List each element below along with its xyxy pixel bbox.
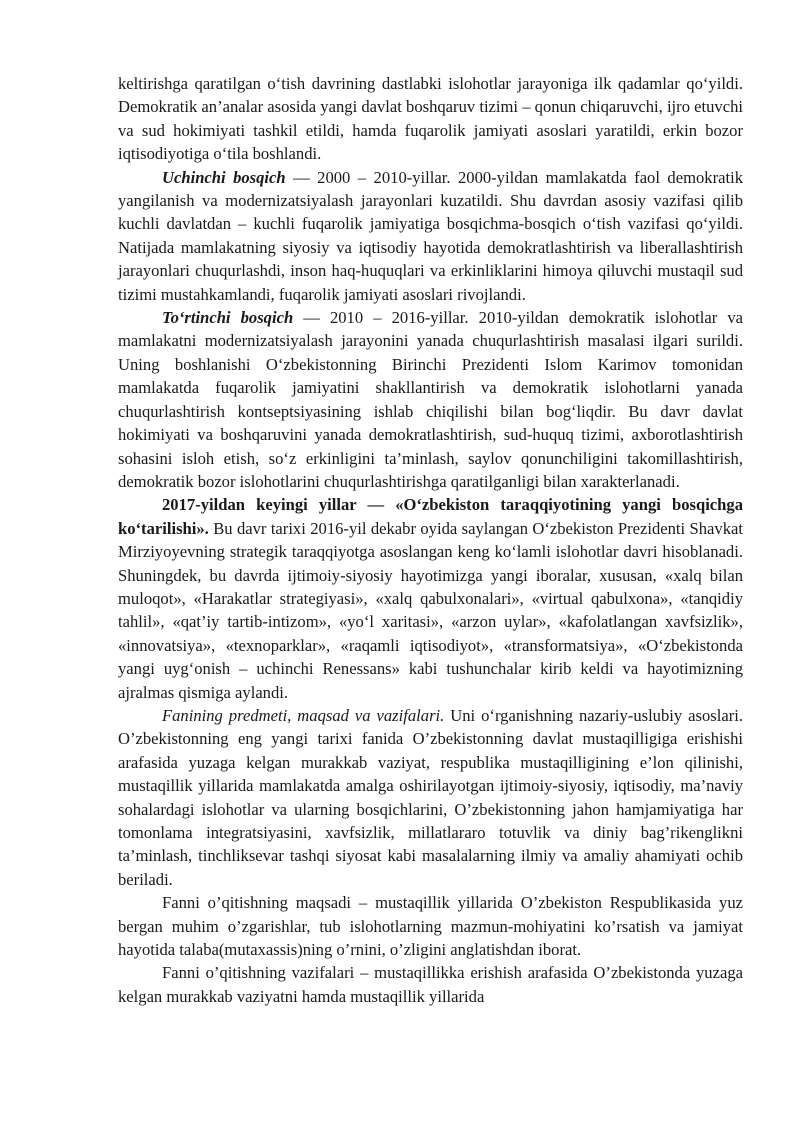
paragraph-text: Fanni o’qitishning maqsadi – mustaqillik yillarida O’zbekiston Respublikasida yuz bergan muhim o’zgarishlar, tub islohotlarning mazmun-mohiyatini ko’rsatish va jamiyat hayotida talaba(mutaxassis)ning o’rnini, o’zligini anglatishdan iborat.: [118, 893, 743, 960]
paragraph-text: Fanni o’qitishning vazifalari – mustaqillikka erishish arafasida O’zbekistonda yuzaga kelgan murakkab vaziyatni hamda mustaqillik yillarida: [118, 963, 743, 1006]
section-lead-fourth-stage: To‘rtinchi bosqich: [162, 308, 294, 328]
paragraph-text: — 2000 – 2010-yillar. 2000-yildan mamlakatda faol demokratik yangilanish va modernizatsiyalash jarayonlari kuzatildi. Shu davrdan asosiy vazifasi qilib kuchli davlatdan – kuchli fuqarolik jamiyatiga bosqichma-bosqich o‘tish vazifasi qo‘yildi. Natijada mamlakatning siyosiy va iqtisodiy hayotida demokratlashtirish va liberallashtirish jarayonlari chuqurlashdi, inson haq-huquqlari va erkinliklarini himoya qiluvchi mustaqil sud tizimi mustahkamlandi, fuqarolik jamiyati asoslari rivojlandi.: [118, 167, 743, 304]
section-lead-after-2017: 2017-yildan keyingi yillar — «O‘zbekiston taraqqiyotining yangi bosqichga ko‘tarilishi».: [118, 495, 743, 538]
section-lead-subject-goals: Fanining predmeti, maqsad va vazifalari.: [162, 705, 445, 725]
paragraph-course-aim: [118, 891, 743, 961]
paragraph-text: — 2010 – 2016-yillar. 2010-yildan demokratik islohotlar va mamlakatni modernizatsiyalash jarayonini yanada chuqurlashtirish masalasi ilgari surildi. Uning boshlanishi O‘zbekistonning Birinchi Prezidenti Islom Karimov tomonidan mamlakatda fuqarolik jamiyatini shakllantirish va demokratik islohotlarni yanada chuqurlashtirish kontseptsiyasining ishlab chiqilishi bilan bog‘liqdir. Bu davr davlat hokimiyati va boshqaruvini yanada demokratlashtirish, sud-huquq tizimi, axborotlashtirish sohasini isloh etish, so‘z erkinligini ta’minlash, saylov qonunchiligini takomillashtirish, demokratik bozor islohotlarini chuqurlashtirishga qaratilganligi bilan xarakterlanadi.: [118, 308, 743, 491]
paragraph-text: Bu davr tarixi 2016-yil dekabr oyida saylangan O‘zbekiston Prezidenti Shavkat Mirziyoyevning strategik taraqqiyotga asoslangan keng ko‘lamli islohotlar davri hisoblanadi. Shuningdek, bu davrda ijtimoiy-siyosiy hayotimizga yangi iboralar, xususan, «xalq bilan muloqot», «Harakatlar strategiyasi», «xalq qabulxonalari», «virtual qabulxona», «tanqidiy tahlil», «qat’iy tartib-intizom», «yo‘l xaritasi», «arzon uylar», «kafolatlangan xavfsizlik», «innovatsiya», «texnoparklar», «raqamli iqtisodiyot», «transformatsiya», «O‘zbekistonda yangi uyg‘onish – uchinchi Renessans» kabi tushunchalar kirib keldi va hayotimizning ajralmas qismiga aylandi.: [118, 518, 743, 702]
paragraph-fourth-stage: [118, 306, 743, 493]
paragraph-subject-goals: [118, 704, 743, 891]
paragraph-after-2017: [118, 493, 743, 704]
paragraph-transition-reforms: [118, 72, 743, 166]
paragraph-course-tasks: [118, 961, 743, 1008]
paragraph-third-stage: [118, 166, 743, 306]
section-lead-third-stage: Uchinchi bosqich: [162, 167, 286, 187]
document-page: [118, 72, 743, 1008]
paragraph-text: Uni o‘rganishning nazariy-uslubiy asoslari. O’zbekistonning eng yangi tarixi fanida O’zbekistonning davlat mustaqilligiga erishishi arafasida yuzaga kelgan murakkab vaziyat, respublika mustaqilligining e’lon qilinishi, mustaqillik yillarida mamlakatda amalga oshirilayotgan ijtimoiy-siyosiy, iqtisodiy, ma’naviy sohalardagi islohotlar va ularning bosqichlarini, O’zbekistonning jahon hamjamiyatiga har tomonlama integratsiyasini, xavfsizlik, millatlararo totuvlik va diniy bag’rikenglikni ta’minlash, tinchliksevar tashqi siyosat kabi masalalarning ilmiy va amaliy ahamiyati ochib beriladi.: [118, 705, 743, 889]
paragraph-text: keltirishga qaratilgan o‘tish davrining dastlabki islohotlar jarayoniga ilk qadamlar qo‘yildi. Demokratik an’analar asosida yangi davlat boshqaruv tizimi – qonun chiqaruvchi, ijro etuvchi va sud hokimiyati tashkil etildi, hamda fuqarolik jamiyati asoslari yaratildi, erkin bozor iqtisodiyotiga o‘tila boshlandi.: [118, 74, 743, 164]
